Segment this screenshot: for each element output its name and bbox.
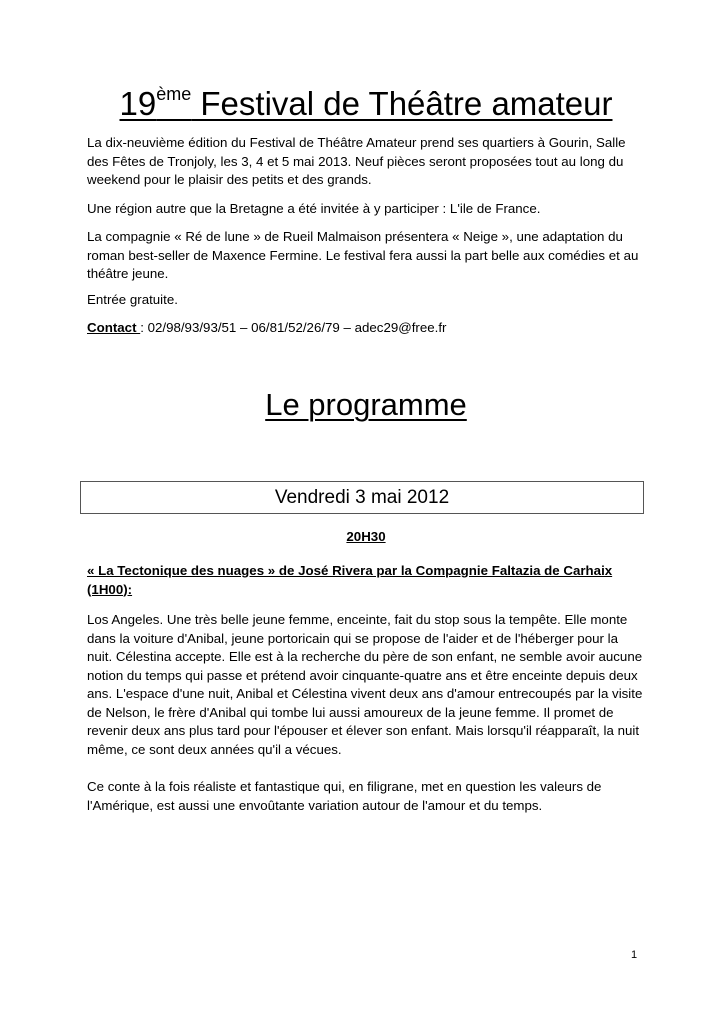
- day-heading-box: Vendredi 3 mai 2012: [80, 481, 644, 514]
- programme-title-text: Le programme: [265, 387, 467, 422]
- title-superscript: ème: [156, 84, 192, 104]
- contact-label: Contact: [87, 320, 141, 335]
- intro-paragraph-4: Entrée gratuite.: [87, 292, 178, 307]
- play-description-2: Ce conte à la fois réaliste et fantastique qui, en filigrane, met en question les valeurs de l'Amérique, est aussi une envoûtante variation autour de l'amour et du temps.: [87, 779, 602, 813]
- performance-time: 20H30: [346, 529, 386, 544]
- intro-paragraph-1: La dix-neuvième édition du Festival de Théâtre Amateur prend ses quartiers à Gourin, Salle des Fêtes de Tronjoly, les 3, 4 et 5 mai 2013. Neuf pièces seront proposées tout au long du weekend pour le plaisir des petits et des grands.: [87, 135, 626, 187]
- play-title: « La Tectonique des nuages » de José Rivera par la Compagnie Faltazia de Carhaix (1H00):: [87, 563, 613, 597]
- intro-paragraph-2: Une région autre que la Bretagne a été invitée à y participer : L'ile de France.: [87, 201, 541, 216]
- festival-title: [87, 82, 645, 126]
- page-number: 1: [631, 949, 638, 961]
- festival-title-text: [120, 85, 613, 122]
- contact-line: [87, 319, 645, 338]
- play-description-1: Los Angeles. Une très belle jeune femme, enceinte, fait du stop sous la tempête. Elle monte dans la voiture d'Anibal, jeune portoricain qui se propose de l'aider et de l'héberger pour la nuit. Célestina accepte. Elle est à la recherche du père de son enfant, ne semble avoir aucune notion du temps qui passe et prétend avoir cinquante-quatre ans et être enceinte depuis deux ans. L'espace d'une nuit, Anibal et Célestina vivent deux ans d'amour entrecoupés par la visite de Nelson, le frère d'Anibal qui tombe lui aussi amoureux de la jeune femme. Il promet de revenir deux ans plus tard pour l'épouser et élever son enfant. Mais lorsqu'il réapparaît, la nuit même, ce sont deux années qu'il a vécues.: [87, 612, 643, 757]
- contact-value: : 02/98/93/93/51 – 06/81/52/26/79 – adec29@free.fr: [140, 320, 447, 335]
- programme-title: [87, 384, 645, 426]
- title-number: 19: [119, 85, 157, 122]
- intro-paragraph-3: La compagnie « Ré de lune » de Rueil Malmaison présentera « Neige », une adaptation du roman best-seller de Maxence Fermine. Le festival fera aussi la part belle aux comédies et au théâtre jeune.: [87, 229, 639, 281]
- title-rest: Festival de Théâtre amateur: [191, 85, 613, 122]
